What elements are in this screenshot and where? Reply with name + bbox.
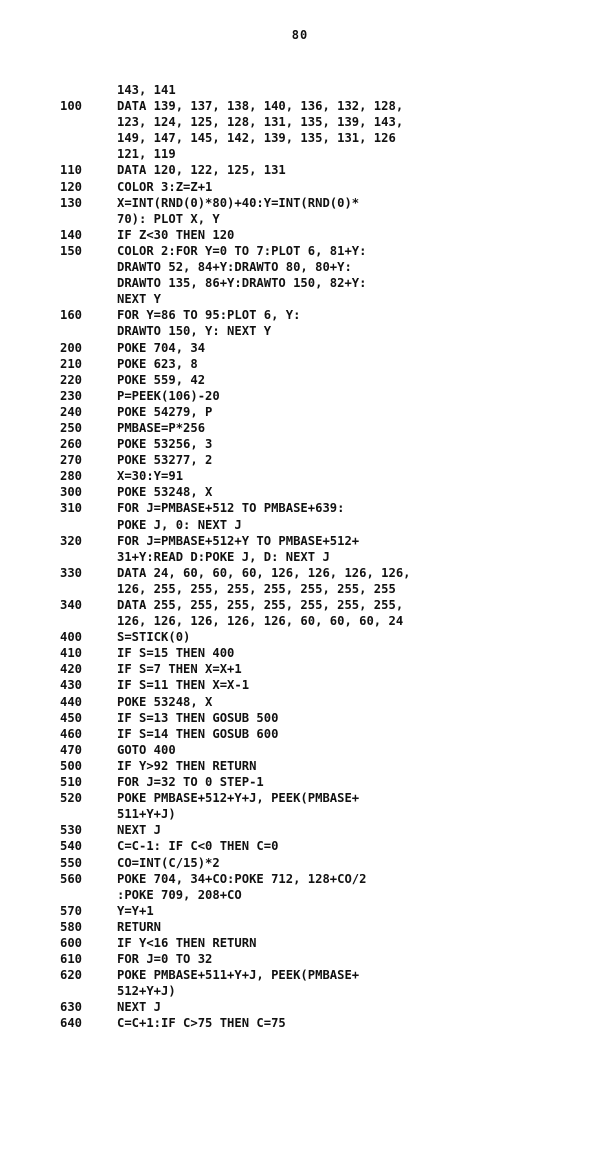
line-code: COLOR 3:Z=Z+1 xyxy=(117,179,213,194)
code-line xyxy=(60,726,580,742)
line-code: 121, 119 xyxy=(117,147,176,162)
line-code: C=C-1: IF C<0 THEN C=0 xyxy=(117,839,279,854)
line-number: 330 xyxy=(60,565,83,580)
line-number xyxy=(60,581,117,597)
line-number: 500 xyxy=(60,758,83,773)
line-number: 620 xyxy=(60,968,83,983)
line-code: DRAWTO 52, 84+Y:DRAWTO 80, 80+Y: xyxy=(117,260,352,275)
line-number: 460 xyxy=(60,726,83,741)
code-line xyxy=(60,323,580,339)
line-code: IF S=13 THEN GOSUB 500 xyxy=(117,710,279,725)
line-code: DATA 24, 60, 60, 60, 126, 126, 126, 126, xyxy=(117,565,411,580)
code-line xyxy=(60,661,580,677)
line-code: 126, 126, 126, 126, 126, 60, 60, 60, 24 xyxy=(117,614,404,629)
line-code: POKE PMBASE+512+Y+J, PEEK(PMBASE+ xyxy=(117,791,360,806)
code-line xyxy=(60,98,580,114)
line-code: DRAWTO 135, 86+Y:DRAWTO 150, 82+Y: xyxy=(117,276,367,291)
code-line xyxy=(60,227,580,243)
line-code: 512+Y+J) xyxy=(117,984,176,999)
code-line xyxy=(60,758,580,774)
code-line xyxy=(60,533,580,549)
line-number: 470 xyxy=(60,742,83,757)
code-line xyxy=(60,549,580,565)
line-number: 140 xyxy=(60,227,83,242)
line-code: 123, 124, 125, 128, 131, 135, 139, 143, xyxy=(117,115,404,130)
code-line xyxy=(60,581,580,597)
line-code: NEXT J xyxy=(117,1000,162,1015)
code-line xyxy=(60,999,580,1015)
code-line xyxy=(60,951,580,967)
code-line xyxy=(60,694,580,710)
line-number: 250 xyxy=(60,420,83,435)
code-line xyxy=(60,822,580,838)
line-code: PMBASE=P*256 xyxy=(117,420,206,435)
code-line xyxy=(60,130,580,146)
line-code: :POKE 709, 208+CO xyxy=(117,887,242,902)
line-code: FOR J=PMBASE+512 TO PMBASE+639: xyxy=(117,501,345,516)
code-line xyxy=(60,871,580,887)
line-number xyxy=(60,323,117,339)
code-line xyxy=(60,887,580,903)
basic-program-listing xyxy=(60,82,580,1032)
line-code: POKE 53248, X xyxy=(117,485,213,500)
line-code: 149, 147, 145, 142, 139, 135, 131, 126 xyxy=(117,131,396,146)
line-code: GOTO 400 xyxy=(117,742,176,757)
code-line xyxy=(60,677,580,693)
line-number: 630 xyxy=(60,1000,83,1015)
line-number: 540 xyxy=(60,839,83,854)
code-line xyxy=(60,275,580,291)
line-code: COLOR 2:FOR Y=0 TO 7:PLOT 6, 81+Y: xyxy=(117,243,367,258)
line-number: 400 xyxy=(60,630,83,645)
code-line xyxy=(60,806,580,822)
code-line xyxy=(60,597,580,613)
line-number: 100 xyxy=(60,99,83,114)
code-line xyxy=(60,372,580,388)
line-number xyxy=(60,549,117,565)
code-line xyxy=(60,967,580,983)
line-code: FOR J=32 TO 0 STEP-1 xyxy=(117,775,264,790)
line-number: 570 xyxy=(60,903,83,918)
line-code: CO=INT(C/15)*2 xyxy=(117,855,220,870)
line-number: 600 xyxy=(60,935,83,950)
line-code: FOR J=PMBASE+512+Y TO PMBASE+512+ xyxy=(117,533,360,548)
line-code: POKE 53248, X xyxy=(117,694,213,709)
line-code: Y=Y+1 xyxy=(117,903,154,918)
line-code: DRAWTO 150, Y: NEXT Y xyxy=(117,324,272,339)
code-line xyxy=(60,146,580,162)
code-line xyxy=(60,420,580,436)
code-line xyxy=(60,179,580,195)
line-number: 610 xyxy=(60,952,83,967)
code-line xyxy=(60,774,580,790)
line-number xyxy=(60,275,117,291)
line-code: POKE J, 0: NEXT J xyxy=(117,517,242,532)
line-number: 580 xyxy=(60,919,83,934)
line-number xyxy=(60,82,117,98)
line-code: IF S=7 THEN X=X+1 xyxy=(117,662,242,677)
line-number: 110 xyxy=(60,163,83,178)
code-line xyxy=(60,82,580,98)
line-number: 550 xyxy=(60,855,83,870)
line-number xyxy=(60,259,117,275)
line-number: 150 xyxy=(60,243,83,258)
line-code: POKE 704, 34 xyxy=(117,340,206,355)
line-number xyxy=(60,211,117,227)
line-code: S=STICK(0) xyxy=(117,630,191,645)
code-line xyxy=(60,452,580,468)
code-line xyxy=(60,211,580,227)
line-code: 31+Y:READ D:POKE J, D: NEXT J xyxy=(117,549,330,564)
line-number: 450 xyxy=(60,710,83,725)
line-code: 511+Y+J) xyxy=(117,807,176,822)
line-code: POKE 623, 8 xyxy=(117,356,198,371)
line-number xyxy=(60,806,117,822)
line-code: NEXT J xyxy=(117,823,162,838)
code-line xyxy=(60,195,580,211)
line-number: 430 xyxy=(60,678,83,693)
line-number xyxy=(60,887,117,903)
line-number xyxy=(60,146,117,162)
code-line xyxy=(60,517,580,533)
line-number: 440 xyxy=(60,694,83,709)
line-code: IF S=15 THEN 400 xyxy=(117,646,235,661)
line-number: 130 xyxy=(60,195,83,210)
line-number: 270 xyxy=(60,453,83,468)
line-number: 640 xyxy=(60,1016,83,1031)
line-code: IF Z<30 THEN 120 xyxy=(117,227,235,242)
line-code: NEXT Y xyxy=(117,292,162,307)
line-code: P=PEEK(106)-20 xyxy=(117,388,220,403)
line-number xyxy=(60,114,117,130)
code-line xyxy=(60,855,580,871)
line-number: 260 xyxy=(60,437,83,452)
code-line xyxy=(60,307,580,323)
code-line xyxy=(60,388,580,404)
code-line xyxy=(60,500,580,516)
code-line xyxy=(60,919,580,935)
line-number xyxy=(60,613,117,629)
code-line xyxy=(60,468,580,484)
code-line xyxy=(60,484,580,500)
line-code: POKE 54279, P xyxy=(117,404,213,419)
line-code: C=C+1:IF C>75 THEN C=75 xyxy=(117,1016,286,1031)
line-number: 160 xyxy=(60,308,83,323)
code-line xyxy=(60,356,580,372)
line-code: POKE 559, 42 xyxy=(117,372,206,387)
code-line xyxy=(60,790,580,806)
code-line xyxy=(60,114,580,130)
code-line xyxy=(60,613,580,629)
line-code: IF Y<16 THEN RETURN xyxy=(117,935,257,950)
line-number: 210 xyxy=(60,356,83,371)
line-code: DATA 120, 122, 125, 131 xyxy=(117,163,286,178)
line-number xyxy=(60,517,117,533)
line-number: 310 xyxy=(60,501,83,516)
line-number: 230 xyxy=(60,388,83,403)
line-number: 200 xyxy=(60,340,83,355)
line-number: 240 xyxy=(60,404,83,419)
code-line xyxy=(60,404,580,420)
line-code: DATA 255, 255, 255, 255, 255, 255, 255, xyxy=(117,598,404,612)
line-number xyxy=(60,983,117,999)
line-code: X=30:Y=91 xyxy=(117,469,184,484)
line-code: POKE 704, 34+CO:POKE 712, 128+CO/2 xyxy=(117,871,367,886)
line-number: 120 xyxy=(60,179,83,194)
line-number: 560 xyxy=(60,871,83,886)
line-code: POKE PMBASE+511+Y+J, PEEK(PMBASE+ xyxy=(117,968,360,983)
code-line xyxy=(60,259,580,275)
line-number: 220 xyxy=(60,372,83,387)
line-number: 520 xyxy=(60,791,83,806)
code-line xyxy=(60,645,580,661)
line-number: 420 xyxy=(60,662,83,677)
line-number: 510 xyxy=(60,775,83,790)
line-number: 410 xyxy=(60,646,83,661)
code-line xyxy=(60,935,580,951)
line-code: RETURN xyxy=(117,919,162,934)
code-line xyxy=(60,291,580,307)
line-number: 300 xyxy=(60,485,83,500)
line-number: 280 xyxy=(60,469,83,484)
line-code: 126, 255, 255, 255, 255, 255, 255, 255 xyxy=(117,581,396,596)
line-code: IF S=11 THEN X=X-1 xyxy=(117,678,250,693)
code-line xyxy=(60,710,580,726)
line-code: FOR Y=86 TO 95:PLOT 6, Y: xyxy=(117,308,301,323)
code-line xyxy=(60,1015,580,1031)
line-code: 70): PLOT X, Y xyxy=(117,211,220,226)
code-line xyxy=(60,243,580,259)
line-code: POKE 53277, 2 xyxy=(117,453,213,468)
code-line xyxy=(60,983,580,999)
code-line xyxy=(60,838,580,854)
code-line xyxy=(60,436,580,452)
line-code: POKE 53256, 3 xyxy=(117,437,213,452)
line-number xyxy=(60,291,117,307)
line-number: 320 xyxy=(60,533,83,548)
code-line xyxy=(60,340,580,356)
line-code: IF Y>92 THEN RETURN xyxy=(117,758,257,773)
line-number: 530 xyxy=(60,823,83,838)
code-line xyxy=(60,903,580,919)
line-number: 340 xyxy=(60,598,83,612)
line-code: 143, 141 xyxy=(117,83,176,97)
code-line xyxy=(60,565,580,581)
line-code: IF S=14 THEN GOSUB 600 xyxy=(117,726,279,741)
line-code: DATA 139, 137, 138, 140, 136, 132, 128, xyxy=(117,99,404,114)
line-number xyxy=(60,130,117,146)
code-line xyxy=(60,742,580,758)
line-code: FOR J=0 TO 32 xyxy=(117,952,213,967)
line-code: X=INT(RND(0)*80)+40:Y=INT(RND(0)* xyxy=(117,195,360,210)
page-number: 80 xyxy=(291,28,309,42)
code-line xyxy=(60,162,580,178)
code-line xyxy=(60,629,580,645)
